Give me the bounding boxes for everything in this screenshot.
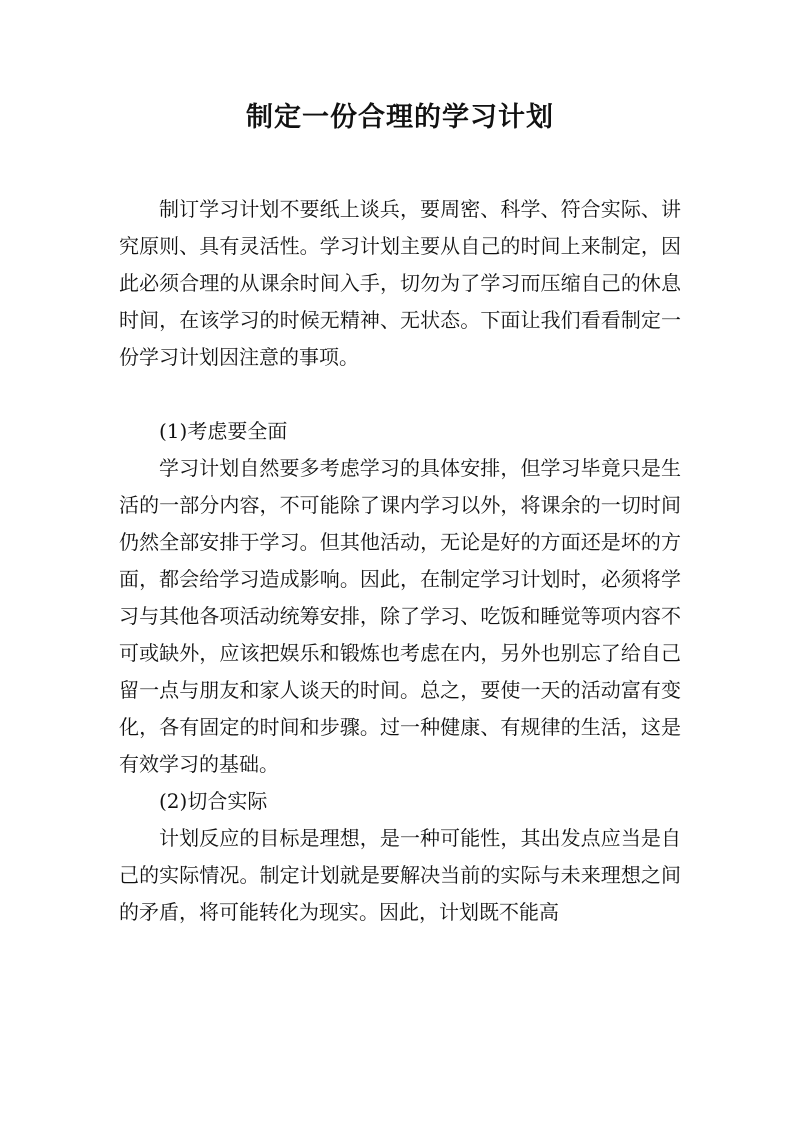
intro-paragraph: 制订学习计划不要纸上谈兵，要周密、科学、符合实际、讲究原则、具有灵活性。学习计划主要从自己的时间上来制定，因此必须合理的从课余时间入手，切勿为了学习而压缩自己的休息时间，在该学习的时候无精神、无状态。下面让我们看看制定一份学习计划因注意的事项。 (119, 197, 681, 369)
section-heading-2 (119, 783, 681, 820)
section-heading-1 (119, 413, 681, 450)
section-title-2: 切合实际 (187, 789, 268, 813)
section-number-2: (2) (159, 789, 188, 813)
document-title: 制定一份合理的学习计划 (246, 102, 554, 133)
section-title-1: 考虑要全面 (187, 419, 288, 443)
section-paragraph-2: 计划反应的目标是理想，是一种可能性，其出发点应当是自己的实际情况。制定计划就是要解决当前的实际与未来理想之间的矛盾，将可能转化为现实。因此，计划既不能高 (119, 826, 681, 924)
section-paragraph-1: 学习计划自然要多考虑学习的具体安排，但学习毕竟只是生活的一部分内容，不可能除了课内学习以外，将课余的一切时间仍然全部安排于学习。但其他活动，无论是好的方面还是坏的方面，都会给学习造成影响。因此，在制定学习计划时，必须将学习与其他各项活动统筹安排，除了学习、吃饭和睡觉等项内容不可或缺外，应该把娱乐和锻炼也考虑在内，另外也别忘了给自己留一点与朋友和家人谈天的时间。总之，要使一天的活动富有变化，各有固定的时间和步骤。过一种健康、有规律的生活，这是有效学习的基础。 (119, 456, 681, 776)
section-number-1: (1) (159, 419, 188, 443)
document-body (119, 191, 681, 931)
